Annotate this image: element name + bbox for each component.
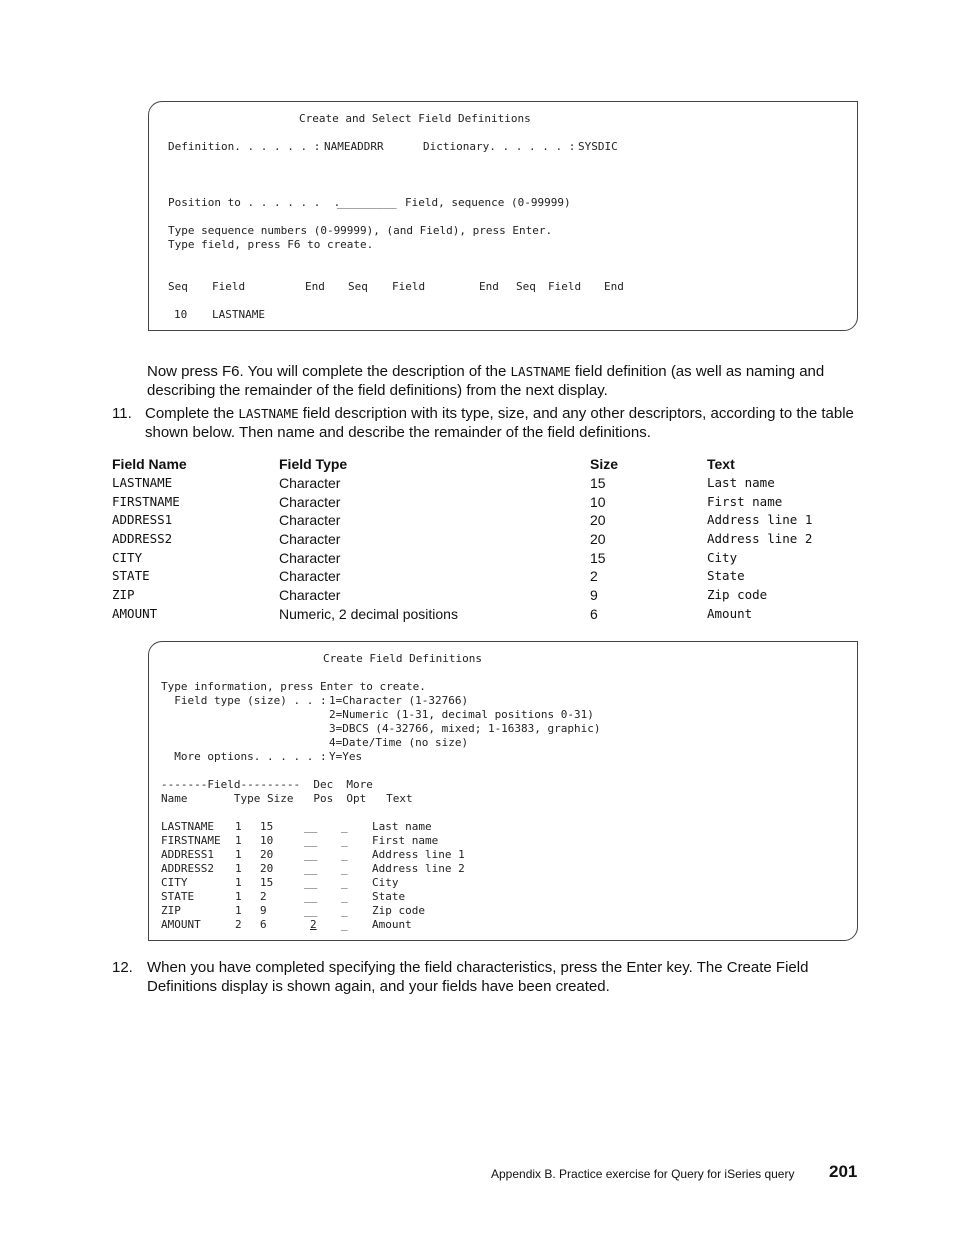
table-header-field-name: Field Name [112, 456, 187, 472]
col-header-end: End [305, 280, 325, 293]
position-to-input[interactable]: _________ [337, 196, 397, 209]
table-cell-size: 15 [590, 475, 606, 491]
position-to-hint: Field, sequence (0-99999) [405, 196, 571, 209]
col-header-field: Field [212, 280, 246, 293]
table-header-text: Text [707, 456, 735, 472]
col-header-end: End [604, 280, 624, 293]
table-cell-name: ADDRESS1 [112, 512, 173, 527]
table-cell-size: 20 [590, 531, 606, 547]
table-cell-type: Character [279, 587, 341, 603]
table-cell-name: AMOUNT [112, 606, 158, 621]
more-options-label: More options. . . . . : [161, 750, 327, 763]
col-header-field: Field [392, 280, 426, 293]
field-name: CITY [161, 876, 188, 889]
table-cell-type: Character [279, 550, 341, 566]
step-12-text: When you have completed specifying the field characteristics, press the Enter key. The Create Field Definitions display is shown again, and your fields have been created. [147, 959, 809, 995]
field-name: ADDRESS1 [161, 848, 214, 861]
column-header-line-1: -------Field--------- Dec More [161, 778, 373, 791]
table-cell-name: LASTNAME [112, 475, 173, 490]
table-cell-size: 20 [590, 512, 606, 528]
field-name: STATE [161, 890, 195, 903]
more-opt-input[interactable]: _ [341, 876, 348, 889]
dec-pos-input[interactable]: __ [304, 890, 318, 903]
table-cell-text: Last name [707, 475, 775, 490]
table-cell-name: ADDRESS2 [112, 531, 173, 546]
field-size-input[interactable]: 20 [260, 862, 274, 875]
table-cell-type: Numeric, 2 decimal positions [279, 606, 458, 622]
more-opt-input[interactable]: _ [341, 918, 348, 931]
paragraph-text: Now press F6. You will complete the description of the [147, 363, 511, 380]
inline-code: LASTNAME [510, 364, 571, 379]
table-cell-type: Character [279, 475, 341, 491]
table-cell-type: Character [279, 494, 341, 510]
dictionary-value: SYSDIC [578, 140, 618, 153]
field-type-input[interactable]: 1 [235, 876, 242, 889]
more-opt-input[interactable]: _ [341, 848, 348, 861]
dec-pos-input[interactable]: __ [304, 862, 318, 875]
field-type-option: 3=DBCS (4-32766, mixed; 1-16383, graphic) [329, 722, 601, 735]
table-cell-text: Address line 1 [707, 512, 813, 527]
dec-pos-input[interactable]: 2 [310, 918, 317, 931]
field-type-option: 1=Character (1-32766) [329, 694, 469, 707]
field-name: AMOUNT [161, 918, 201, 931]
column-header-line-2: Name Type Size Pos Opt Text [161, 792, 413, 805]
paragraph-text: field definition (as well as naming and describing the remainder of the field definitions) from the next display. [147, 363, 825, 399]
text-input[interactable]: Amount [372, 918, 412, 931]
text-input[interactable]: City [372, 876, 399, 889]
table-cell-name: FIRSTNAME [112, 494, 180, 509]
table-cell-size: 6 [590, 606, 598, 622]
create-select-field-definitions-screen [148, 101, 858, 331]
text-input[interactable]: Zip code [372, 904, 425, 917]
dec-pos-input[interactable]: __ [304, 904, 318, 917]
table-cell-text: First name [707, 494, 783, 509]
definition-label: Definition. . . . . . : [168, 140, 321, 153]
col-header-end: End [479, 280, 499, 293]
field-type-label: Field type (size) . . : [161, 694, 327, 707]
screen-title: Create Field Definitions [323, 652, 482, 665]
dec-pos-input[interactable]: __ [304, 876, 318, 889]
col-header-field: Field [548, 280, 582, 293]
field-size-input[interactable]: 6 [260, 918, 267, 931]
instruction-paragraph [147, 362, 847, 400]
field-name: FIRSTNAME [161, 834, 221, 847]
field-type-input[interactable]: 1 [235, 890, 242, 903]
dictionary-label: Dictionary. . . . . . : [423, 140, 576, 153]
row-seq[interactable]: 10 [174, 308, 188, 321]
field-size-input[interactable]: 2 [260, 890, 267, 903]
table-header-size: Size [590, 456, 619, 472]
table-cell-text: Zip code [707, 587, 768, 602]
definition-value: NAMEADDRR [324, 140, 384, 153]
text-input[interactable]: Address line 1 [372, 848, 465, 861]
field-type-input[interactable]: 2 [235, 918, 242, 931]
step-number: 11. [112, 405, 132, 422]
field-type-input[interactable]: 1 [235, 834, 242, 847]
dec-pos-input[interactable]: __ [304, 848, 318, 861]
text-input[interactable]: Address line 2 [372, 862, 465, 875]
paragraph-text: Complete the [145, 405, 239, 422]
table-cell-name: ZIP [112, 587, 135, 602]
table-cell-text: Amount [707, 606, 753, 621]
position-to-label: Position to . . . . . . . [168, 196, 341, 209]
field-name: LASTNAME [161, 820, 214, 833]
field-size-input[interactable]: 15 [260, 820, 274, 833]
col-header-seq: Seq [516, 280, 536, 293]
table-cell-text: Address line 2 [707, 531, 813, 546]
table-cell-type: Character [279, 531, 341, 547]
text-input[interactable]: First name [372, 834, 439, 847]
paragraph-text: field description with its type, size, and any other descriptors, according to the table shown below. Then name and describe the remainder of the field definitions. [145, 405, 854, 441]
instruction-line: Type information, press Enter to create. [161, 680, 426, 693]
table-header-field-type: Field Type [279, 456, 348, 472]
field-name: ADDRESS2 [161, 862, 214, 875]
field-type-input[interactable]: 1 [235, 862, 242, 875]
create-field-definitions-screen [148, 641, 858, 941]
more-opt-input[interactable]: _ [341, 820, 348, 833]
more-opt-input[interactable]: _ [341, 834, 348, 847]
field-type-option: 4=Date/Time (no size) [329, 736, 469, 749]
field-type-input[interactable]: 1 [235, 848, 242, 861]
field-size-input[interactable]: 15 [260, 876, 274, 889]
text-input[interactable]: Last name [372, 820, 432, 833]
table-cell-size: 2 [590, 568, 598, 584]
inline-code: LASTNAME [238, 406, 299, 421]
more-opt-input[interactable]: _ [341, 890, 348, 903]
table-cell-type: Character [279, 512, 341, 528]
table-cell-size: 9 [590, 587, 598, 603]
dec-pos-input[interactable]: __ [304, 820, 318, 833]
field-type-option: 2=Numeric (1-31, decimal positions 0-31) [329, 708, 594, 721]
table-cell-size: 15 [590, 550, 606, 566]
field-type-input[interactable]: 1 [235, 904, 242, 917]
more-opt-input[interactable]: _ [341, 904, 348, 917]
table-cell-name: CITY [112, 550, 143, 565]
field-size-input[interactable]: 20 [260, 848, 274, 861]
table-cell-size: 10 [590, 494, 606, 510]
more-options-value: Y=Yes [329, 750, 363, 763]
step-11-text [145, 404, 857, 442]
page-number: 201 [829, 1162, 858, 1181]
field-name: ZIP [161, 904, 181, 917]
more-opt-input[interactable]: _ [341, 862, 348, 875]
row-field[interactable]: LASTNAME [212, 308, 265, 321]
instruction-line-2: Type field, press F6 to create. [168, 238, 374, 251]
field-type-input[interactable]: 1 [235, 820, 242, 833]
col-header-seq: Seq [348, 280, 368, 293]
table-cell-name: STATE [112, 568, 150, 583]
dec-pos-input[interactable]: __ [304, 834, 318, 847]
table-cell-text: State [707, 568, 745, 583]
instruction-line-1: Type sequence numbers (0-99999), (and Field), press Enter. [168, 224, 553, 237]
screen-title: Create and Select Field Definitions [299, 112, 531, 125]
field-size-input[interactable]: 9 [260, 904, 267, 917]
table-cell-type: Character [279, 568, 341, 584]
running-footer: Appendix B. Practice exercise for Query for iSeries query [491, 1167, 795, 1181]
text-input[interactable]: State [372, 890, 406, 903]
col-header-seq: Seq [168, 280, 188, 293]
field-size-input[interactable]: 10 [260, 834, 274, 847]
step-number: 12. [112, 959, 133, 976]
table-cell-text: City [707, 550, 738, 565]
